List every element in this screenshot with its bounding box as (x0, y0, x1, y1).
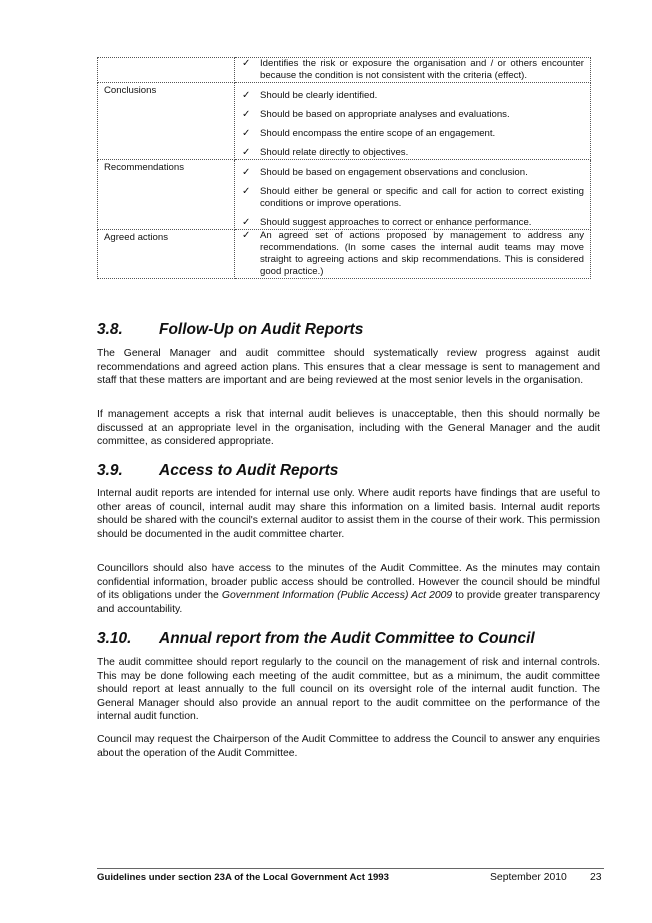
section-heading (97, 321, 363, 339)
check-icon: ✓ (242, 186, 251, 197)
check-icon: ✓ (242, 90, 251, 101)
section-number: 3.8. (97, 321, 123, 338)
criteria-item: ✓ Identifies the risk or exposure the organisation and / or others encounter because the condition is not consistent with the criteria (effect). (242, 58, 584, 81)
criteria-item: ✓ Should be based on appropriate analyses and evaluations. (242, 109, 510, 120)
section-number: 3.9. (97, 462, 123, 479)
criteria-label (98, 58, 235, 83)
check-icon: ✓ (242, 217, 251, 228)
criteria-row (98, 230, 591, 279)
paragraph: If management accepts a risk that internal audit believes is unacceptable, then this should normally be discussed at an appropriate level in the organisation, including with the General Manager and the audit committee, as considered appropriate. (97, 409, 600, 447)
criteria-item: ✓ Should be based on engagement observations and conclusion. (242, 167, 528, 178)
criteria-item: ✓ Should suggest approaches to correct or enhance performance. (242, 217, 532, 228)
footer-date: September 2010 (490, 872, 567, 883)
criteria-row (98, 160, 591, 230)
section-heading (97, 462, 338, 480)
footer-rule (97, 868, 604, 869)
check-icon: ✓ (242, 58, 251, 69)
paragraph: The General Manager and audit committee should systematically review progress against audit recommendations and agreed action plans. This ensures that a clear message is sent to management and staff that these matters are important and are being reviewed at the most senior levels in the organisation. (97, 348, 600, 386)
criteria-row (98, 58, 591, 83)
check-icon: ✓ (242, 147, 251, 158)
criteria-item: ✓ Should be clearly identified. (242, 90, 378, 101)
criteria-item: ✓ Should either be general or specific and call for action to correct existing conditions or improve operations. (242, 186, 584, 209)
criteria-item: ✓ Should relate directly to objectives. (242, 147, 409, 158)
check-icon: ✓ (242, 128, 251, 139)
section-title: Annual report from the Audit Committee to Council (159, 630, 535, 647)
check-icon: ✓ (242, 167, 251, 178)
section-title: Access to Audit Reports (159, 462, 339, 479)
paragraph: Council may request the Chairperson of the Audit Committee to address the Council to answer any enquiries about the operation of the Audit Committee. (97, 734, 600, 759)
paragraph: The audit committee should report regularly to the council on the management of risk and internal controls. This may be done following each meeting of the audit committee, but as a minimum, the audit committee should report at least annually to the full council on its oversight role of the internal audit function. The General Manager should also provide an annual report to the audit committee on the performance of the internal audit function. (97, 657, 600, 722)
criteria-label: Agreed actions (98, 230, 235, 279)
criteria-label: Recommendations (98, 160, 235, 230)
section-heading (97, 630, 535, 648)
section-title: Follow-Up on Audit Reports (159, 321, 364, 338)
criteria-table (97, 57, 591, 279)
check-icon: ✓ (242, 230, 251, 241)
criteria-item: ✓ Should encompass the entire scope of an engagement. (242, 128, 496, 139)
criteria-label: Conclusions (98, 83, 235, 160)
footer-title: Guidelines under section 23A of the Local Government Act 1993 (97, 872, 389, 883)
paragraph: Councillors should also have access to the minutes of the Audit Committee. As the minutes may contain confidential information, broader public access should be controlled. However the council should be mindful of its obligations under the Government Information (Public Access) Act 2009 to provide greater transparency and accountability. (97, 563, 601, 615)
act-title: Government Information (Public Access) Act 2009 (221, 590, 453, 601)
criteria-item: ✓ An agreed set of actions proposed by management to address any recommendations. (In some cases the internal audit teams may move straight to agreeing actions and skip recommendations. This is considered good practice.) (242, 230, 584, 277)
criteria-row (98, 83, 591, 160)
paragraph: Internal audit reports are intended for internal use only. Where audit reports have findings that are useful to other areas of council, internal audit may share this information on a limited basis. Internal audit reports should be shared with the council's external auditor to assist them in the course of their work. This permission should be documented in the audit committee charter. (97, 488, 600, 540)
page-number: 23 (590, 872, 602, 883)
section-number: 3.10. (97, 630, 132, 647)
check-icon: ✓ (242, 109, 251, 120)
